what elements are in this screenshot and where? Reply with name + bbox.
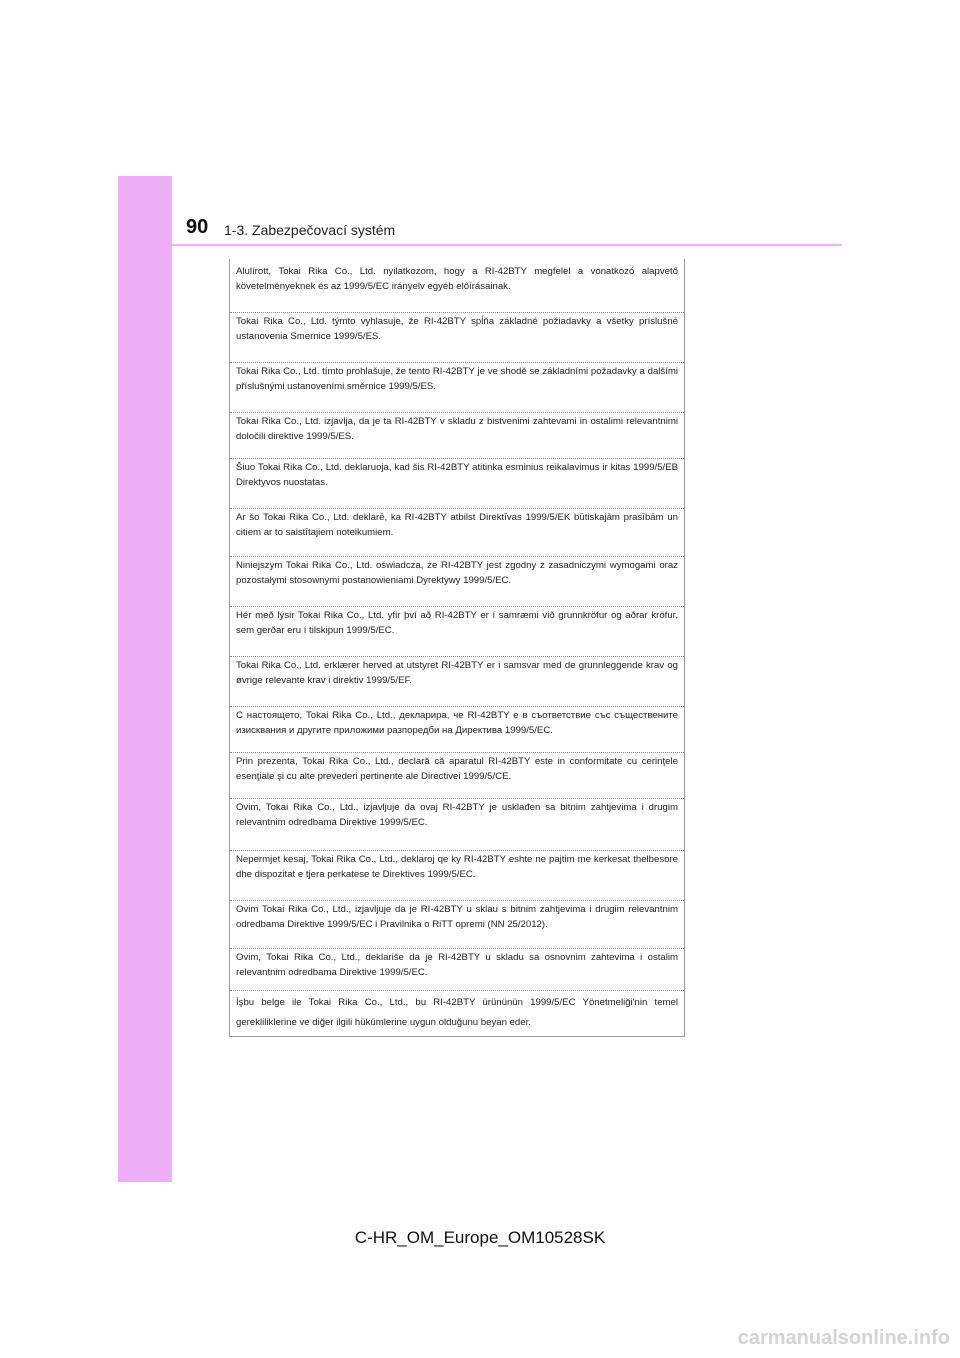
declaration-divider — [230, 798, 684, 799]
declaration-hu: Alulírott, Tokai Rika Co., Ltd. nyilatkozom, hogy a RI-42BTY megfelel a vonatkozó alapvető követelményeknek és az 1999/5/EC irányelv egyéb előírásainak. — [236, 266, 678, 292]
declaration-pl: Niniejszym Tokai Rika Co., Ltd. oświadcza, że RI-42BTY jest zgodny z zasadniczymi wymogami oraz pozostałymi stosownymi postanowieniami Dyrektywy 1999/5/EC. — [236, 560, 678, 586]
declaration-divider — [230, 948, 684, 949]
declaration-divider — [230, 850, 684, 851]
chapter-side-band — [118, 176, 172, 1182]
declaration-divider — [230, 900, 684, 901]
declaration-cs: Tokai Rika Co., Ltd. tímto prohlašuje, že tento RI-42BTY je ve shodě se základními požadavky a dalšími příslušnými ustanoveními směrnice 1999/5/ES. — [236, 366, 678, 392]
document-code: C-HR_OM_Europe_OM10528SK — [354, 1228, 606, 1247]
declaration-tr: İşbu belge ile Tokai Rika Co., Ltd., bu RI-42BTY ürününün 1999/5/EC Yönetmeliği'nin temel gerekliliklerine ve diğer ilgili hükümlerine uygun olduğunu beyan eder. — [236, 997, 678, 1028]
declaration-lt: Šiuo Tokai Rika Co., Ltd. deklaruoja, kad šis RI-42BTY atitinka esminius reikalavimus ir kitas 1999/5/EB Direktyvos nuostatas. — [236, 462, 678, 488]
declaration-divider — [230, 990, 684, 991]
declaration-bg: С настоящето, Tokai Rika Co., Ltd., декларира, че RI-42BTY е в съответствие със съществените изисквания и другите приложими разпоредби на Директива 1999/5/EC. — [236, 710, 678, 736]
declaration-sr: Ovim, Tokai Rika Co., Ltd., deklariše da je RI-42BTY u skladu sa osnovnim zahtevima i ostalim relevantnim odredbama Direktive 1999/5/EC. — [236, 952, 678, 978]
declaration-sl: Tokai Rika Co., Ltd. izjavlja, da je ta RI-42BTY v skladu z bistvenimi zahtevami in ostalimi relevantnimi določili direktive 1999/5/ES. — [236, 416, 678, 442]
declaration-lv: Ar šo Tokai Rika Co., Ltd. deklarē, ka RI-42BTY atbilst Direktīvas 1999/5/EK būtiskajām prasībām un citiem ar to saistītajiem noteikumiem. — [236, 512, 678, 538]
watermark: carmanualsonline.info — [737, 1327, 950, 1349]
declaration-divider — [230, 412, 684, 413]
declaration-divider — [230, 508, 684, 509]
declaration-divider — [230, 656, 684, 657]
section-title: 1-3. Zabezpečovací systém — [224, 222, 396, 238]
declaration-divider — [230, 706, 684, 707]
declaration-ro: Prin prezenta, Tokai Rika Co., Ltd., declară că aparatul RI-42BTY este in conformitate cu cerinţele esenţiale şi cu alte prevederi pertinente ale Directivei 1999/5/CE. — [236, 756, 678, 782]
declaration-hr: Ovim Tokai Rika Co., Ltd., izjavljuje da je RI-42BTY u sklau s bitnim zahtjevima i drugim relevantnim odredbama Direktive 1999/5/EC i Pravilnika o RiTT opremi (NN 25/2012). — [236, 904, 678, 930]
page-number: 90 — [186, 216, 209, 238]
declaration-divider — [230, 458, 684, 459]
declaration-is: Hér með lýsir Tokai Rika Co., Ltd. yfir því að RI-42BTY er í samræmi við grunnkröfur og aðrar kröfur, sem gerðar eru í tilskipun 1999/5/EC. — [236, 610, 678, 636]
declaration-divider — [230, 312, 684, 313]
declaration-divider — [230, 362, 684, 363]
declaration-divider — [230, 606, 684, 607]
declaration-hr-ba: Ovim, Tokai Rika Co., Ltd., izjavljuje da ovaj RI-42BTY je usklađen sa bitnim zahtjevima i drugim relevantnim odredbama Direktive 1999/5/EC. — [236, 802, 678, 828]
declaration-box — [229, 259, 685, 1037]
declaration-sk: Tokai Rika Co., Ltd. týmto vyhlasuje, že RI-42BTY spĺňa základné požiadavky a všetky príslušné ustanovenia Smernice 1999/5/ES. — [236, 316, 678, 342]
header-rule — [172, 244, 842, 246]
declaration-no: Tokai Rika Co., Ltd. erklærer herved at utstyret RI-42BTY er i samsvar med de grunnleggende krav og øvrige relevante krav i direktiv 1999/5/EF. — [236, 660, 678, 686]
declaration-divider — [230, 752, 684, 753]
declaration-divider — [230, 556, 684, 557]
declaration-sq: Nepermjet kesaj, Tokai Rika Co., Ltd., deklaroj qe ky RI-42BTY eshte ne pajtim me kerkesat thelbesore dhe dispozitat e tjera perkatese te Direktives 1999/5/EC. — [236, 854, 678, 880]
